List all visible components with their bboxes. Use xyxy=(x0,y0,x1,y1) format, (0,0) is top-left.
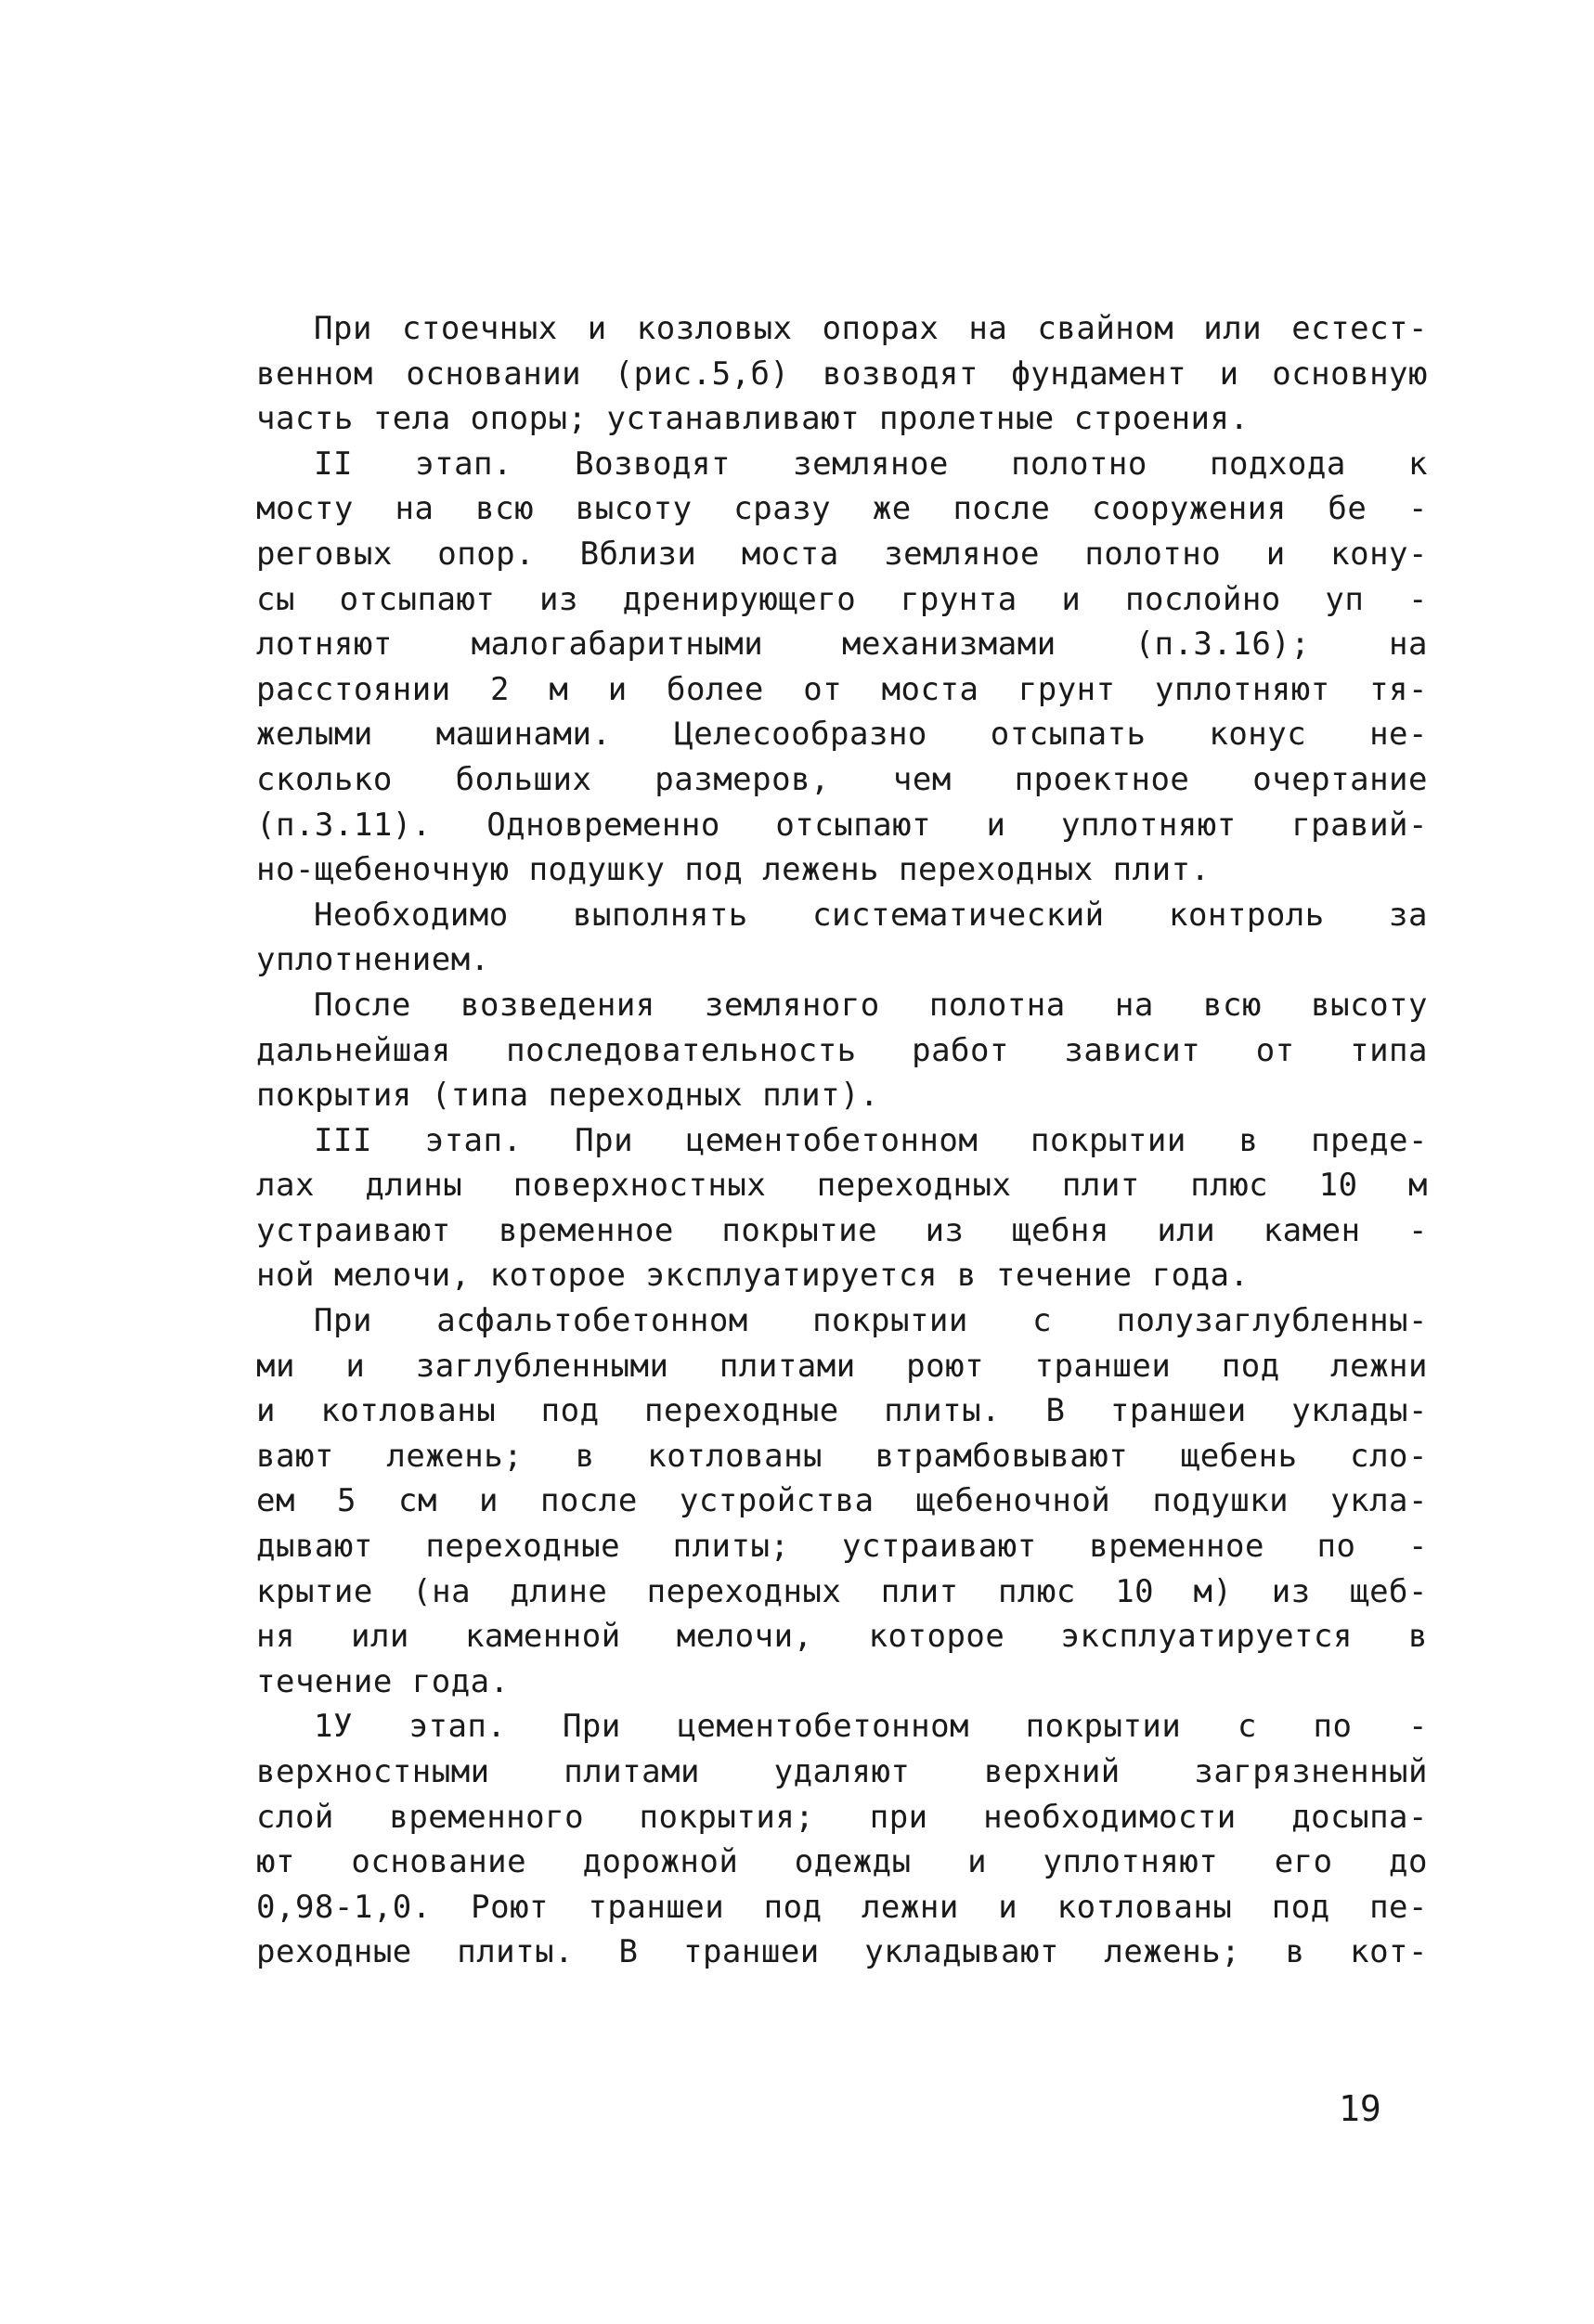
text-line: лах длины поверхностных переходных плит плюс 10 м xyxy=(256,1167,1428,1205)
text-line: расстоянии 2 м и более от моста грунт уплотняют тя- xyxy=(256,670,1428,708)
text-line: крытие (на длине переходных плит плюс 10 м) из щеб- xyxy=(256,1572,1428,1610)
text-line: слой временного покрытия; при необходимости досыпа- xyxy=(256,1798,1428,1836)
text-line: 1У этап. При цементобетонном покрытии с по - xyxy=(314,1708,1428,1746)
text-line: ной мелочи, которое эксплуатируется в течение года. xyxy=(256,1257,1250,1295)
page-number: 19 xyxy=(1339,2088,1381,2129)
text-line: дывают переходные плиты; устраивают временное по - xyxy=(256,1528,1428,1566)
text-line: течение года. xyxy=(256,1662,510,1700)
text-line: 0,98-1,0. Роют траншеи под лежни и котлованы под пе- xyxy=(256,1888,1428,1926)
text-line: ем 5 см и после устройства щебеночной подушки укла- xyxy=(256,1482,1428,1520)
text-line: (п.3.11). Одновременно отсыпают и уплотняют гравий- xyxy=(256,806,1428,844)
text-line: III этап. При цементобетонном покрытии в преде- xyxy=(314,1121,1428,1159)
text-line: ня или каменной мелочи, которое эксплуатируется в xyxy=(256,1618,1428,1656)
text-line: При стоечных и козловых опорах на свайном или естест- xyxy=(314,310,1428,347)
text-line: покрытия (типа переходных плит). xyxy=(256,1077,880,1115)
text-line: сколько больших размеров, чем проектное очертание xyxy=(256,760,1428,798)
text-line: сы отсыпают из дренирующего грунта и послойно уп - xyxy=(256,580,1428,618)
text-line: желыми машинами. Целесообразно отсыпать конус не- xyxy=(256,716,1428,754)
text-line: реходные плиты. В траншеи укладывают лежень; в кот- xyxy=(256,1933,1428,1971)
text-line: Необходимо выполнять систематический контроль за xyxy=(314,896,1428,934)
text-line: и котлованы под переходные плиты. В траншеи уклады- xyxy=(256,1392,1428,1430)
text-line: лотняют малогабаритными механизмами (п.3.16); на xyxy=(256,626,1428,664)
text-line: уплотнением. xyxy=(256,941,490,979)
text-line: ми и заглубленными плитами роют траншеи под лежни xyxy=(256,1347,1428,1385)
body-text xyxy=(256,306,1428,1975)
text-line: вают лежень; в котлованы втрамбовывают щебень сло- xyxy=(256,1437,1428,1475)
text-line: верхностными плитами удаляют верхний загрязненный xyxy=(256,1753,1428,1790)
text-line: мосту на всю высоту сразу же после сооружения бе - xyxy=(256,490,1428,528)
text-line: II этап. Возводят земляное полотно подхода к xyxy=(314,445,1428,483)
text-line: но-щебеночную подушку под лежень переходных плит. xyxy=(256,851,1211,889)
text-line: устраивают временное покрытие из щебня или камен - xyxy=(256,1211,1428,1249)
text-line: венном основании (рис.5,б) возводят фундамент и основную xyxy=(256,355,1428,393)
text-line: При асфальтобетонном покрытии с полузаглубленны- xyxy=(314,1302,1428,1340)
text-line: После возведения земляного полотна на всю высоту xyxy=(314,986,1428,1024)
text-line: часть тела опоры; устанавливают пролетные строения. xyxy=(256,400,1250,438)
text-line: реговых опор. Вблизи моста земляное полотно и кону- xyxy=(256,535,1428,573)
text-line: ют основание дорожной одежды и уплотняют его до xyxy=(256,1843,1428,1881)
text-line: дальнейшая последовательность работ зависит от типа xyxy=(256,1031,1428,1069)
